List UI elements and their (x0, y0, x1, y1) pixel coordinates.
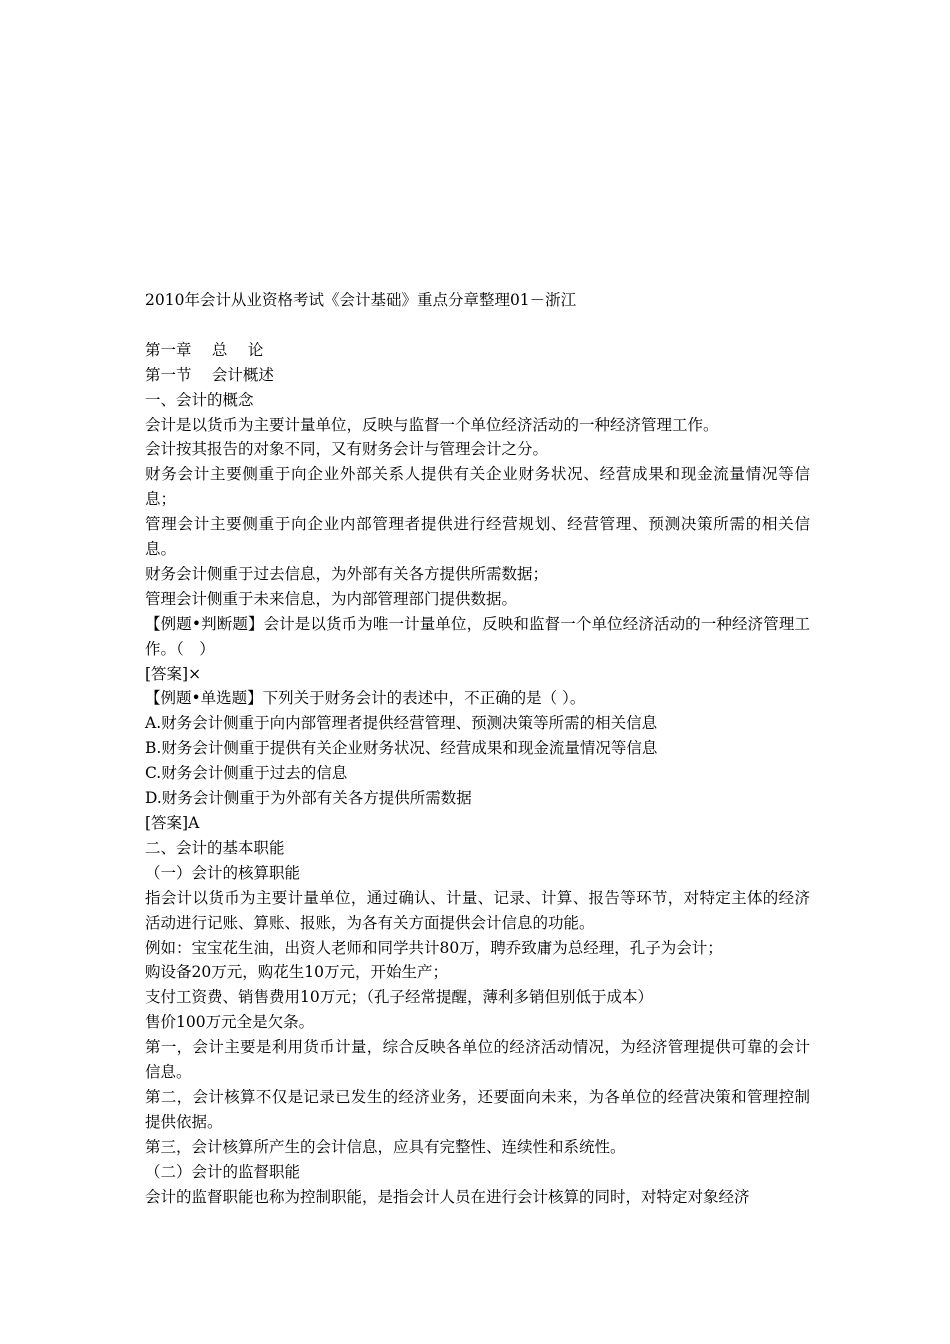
section-heading: 第一节 会计概述 (145, 365, 274, 384)
option-b: B.财务会计侧重于提供有关企业财务状况、经营成果和现金流量情况等信息 (145, 739, 658, 758)
answer: [答案]A (145, 814, 200, 833)
option-a: A.财务会计侧重于向内部管理者提供经营管理、预测决策等所需的相关信息 (145, 714, 658, 733)
paragraph: 第二，会计核算不仅是记录已发生的经济业务，还要面向未来，为各单位的经营决策和管理控制提供依据。 (145, 1087, 810, 1131)
subheading-functions: 二、会计的基本职能 (145, 838, 285, 857)
paragraph: 财务会计主要侧重于向企业外部关系人提供有关企业财务状况、经营成果和现金流量情况等信息； (145, 465, 810, 509)
paragraph: 第三，会计核算所产生的会计信息，应具有完整性、连续性和系统性。 (145, 1137, 626, 1156)
paragraph: 售价100万元全是欠条。 (145, 1013, 315, 1032)
paragraph: 管理会计侧重于未来信息，为内部管理部门提供数据。 (145, 589, 518, 608)
paragraph: 财务会计侧重于过去信息，为外部有关各方提供所需数据； (145, 564, 549, 583)
chapter-heading: 第一章 总 论 (145, 340, 264, 359)
paragraph: 会计是以货币为主要计量单位，反映与监督一个单位经济活动的一种经济管理工作。 (145, 415, 719, 434)
subheading-concept: 一、会计的概念 (145, 390, 254, 409)
document-body (145, 288, 810, 1210)
paragraph: 第一，会计主要是利用货币计量，综合反映各单位的经济活动情况，为经济管理提供可靠的会计信息。 (145, 1038, 810, 1082)
paragraph: 支付工资费、销售费用10万元；（孔子经常提醒，薄利多销但别低于成本） (145, 988, 653, 1007)
document-title: 2010年会计从业资格考试《会计基础》重点分章整理01－浙江 (145, 291, 577, 309)
option-d: D.财务会计侧重于为外部有关各方提供所需数据 (145, 789, 472, 808)
paragraph: 会计的监督职能也称为控制职能，是指会计人员在进行会计核算的同时，对特定对象经济 (145, 1187, 750, 1206)
paragraph: 管理会计主要侧重于向企业内部管理者提供进行经营规划、经营管理、预测决策所需的相关信息。 (145, 515, 810, 559)
option-c: C.财务会计侧重于过去的信息 (145, 764, 348, 783)
answer: [答案]× (145, 664, 202, 683)
example-question: 【例题•单选题】下列关于财务会计的表述中，不正确的是（ ）。 (145, 689, 586, 708)
example-question: 【例题•判断题】会计是以货币为唯一计量单位，反映和监督一个单位经济活动的一种经济管理工作。（ ） (145, 614, 810, 658)
paragraph: 例如：宝宝花生油，出资人老师和同学共计80万，聘乔致庸为总经理，孔子为会计； (145, 938, 723, 957)
subheading-supervision-function: （二）会计的监督职能 (145, 1162, 301, 1181)
paragraph: 指会计以货币为主要计量单位，通过确认、计量、记录、计算、报告等环节，对特定主体的经济活动进行记账、算账、报账，为各有关方面提供会计信息的功能。 (145, 888, 810, 932)
subheading-accounting-function: （一）会计的核算职能 (145, 863, 301, 882)
paragraph: 会计按其报告的对象不同，又有财务会计与管理会计之分。 (145, 440, 549, 459)
paragraph: 购设备20万元，购花生10万元，开始生产； (145, 963, 448, 982)
